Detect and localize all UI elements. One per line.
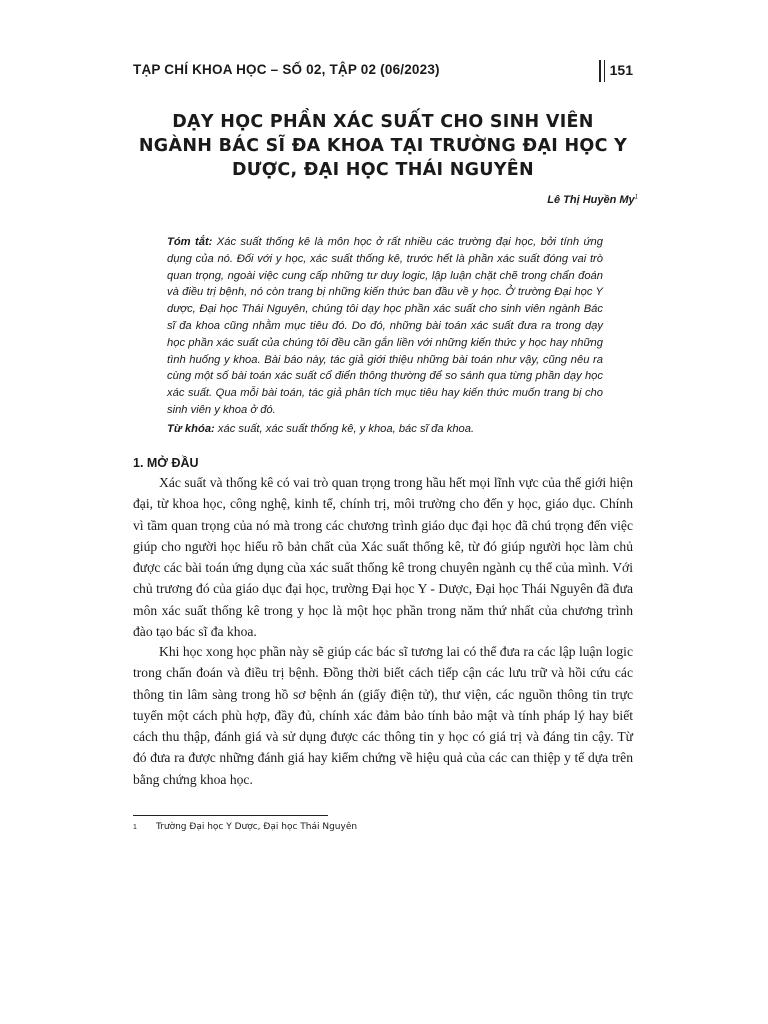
title-line-3: DƯỢC, ĐẠI HỌC THÁI NGUYÊN xyxy=(231,160,534,180)
title-line-1: DẠY HỌC PHẦN XÁC SUẤT CHO SINH VIÊN xyxy=(172,112,594,132)
author-affiliation-mark: 1 xyxy=(634,194,638,201)
author xyxy=(547,194,638,206)
footnote-text: Trường Đại học Y Dược, Đại học Thái Nguyên xyxy=(156,822,358,832)
keywords-text: xác suất, xác suất thống kê, y khoa, bác sĩ đa khoa. xyxy=(214,423,475,435)
keywords-label: Từ khóa: xyxy=(167,423,215,435)
body-paragraph-1 xyxy=(133,472,633,642)
paragraph-text: Khi học xong học phần này sẽ giúp các bác sĩ tương lai có thể đưa ra các lập luận logic trong chẩn đoán và điều trị bệnh. Đồng thời biết cách tiếp cận các lưu trữ và hồi cứu các thông tin lâm sàng trong hồ sơ bệnh án (giấy điện tử), thư viện, các nguồn thông tin trực tuyến một cách phù hợp, đầy đủ, chính xác đảm bảo tính bảo mật và tính pháp lý hay biết cách thu thập, đánh giá và sử dụng được các thông tin y học có giá trị và đáng tin cậy. Từ đó đưa ra được những đánh giá hay kiểm chứng về hiệu quả của các can thiệp y tế dựa trên bằng chứng khoa học. xyxy=(133,644,633,787)
abstract-text: Xác suất thống kê là môn học ở rất nhiều các trường đại học, bởi tính ứng dụng của nó. Đối với y học, xác suất thống kê, trước hết là phần xác suất đóng vai trò quan trọng, ngoài việc cung cấp những tư duy logic, lập luận chặt chẽ trong chẩn đoán và điều trị bệnh, nó còn trang bị những kiến thức ban đầu về y học. Ở trường Đại học Y dược, Đại học Thái Nguyên, chúng tôi dạy học phần xác suất cho sinh viên ngành Bác sĩ đa khoa cũng nhằm mục tiêu đó. Do đó, những bài toán xác suất đưa ra trong dạy học phần xác suất của chúng tôi đều cần gắn liền với những kiến thức y học hay những tình huống y khoa. Bài báo này, tác giả giới thiệu những bài toán như vậy, cũng nêu ra cùng một số bài toán xác suất cổ điển thông thường để so sánh qua từng phần dạy học xác suất. Qua mỗi bài toán, tác giả phân tích mục tiêu hay kiến thức muốn trang bị cho sinh viên y khoa ở đó. xyxy=(167,236,603,416)
author-name: Lê Thị Huyền My xyxy=(547,194,635,206)
running-header xyxy=(133,62,633,86)
abstract-label: Tóm tắt: xyxy=(167,236,213,248)
keywords xyxy=(167,421,603,437)
header-divider-thin xyxy=(604,60,605,82)
abstract xyxy=(167,234,603,419)
journal-name: TẠP CHÍ KHOA HỌC – SỐ 02, TẬP 02 (06/2023) xyxy=(133,62,440,77)
body-paragraph-2 xyxy=(133,641,633,790)
page-number: 151 xyxy=(609,62,633,78)
section-heading: 1. MỞ ĐẦU xyxy=(133,456,199,470)
paragraph-text: Xác suất và thống kê có vai trò quan trọng trong hầu hết mọi lĩnh vực của thế giới hiện đại, từ khoa học, công nghệ, kinh tế, chính trị, môi trường cho đến y học, giáo dục. Chính vì tầm quan trọng của nó mà trong các chương trình giáo dục đại học đã chú trọng đến việc giúp cho người học hiểu rõ bản chất của Xác suất thống kê, từ đó giúp người học làm chủ được các bài toán ứng dụng của xác suất thống kê trong chuyên ngành cụ thể của mình. Với chủ trương đó của giáo dục đại học, trường Đại học Y - Dược, Đại học Thái Nguyên đã đưa môn xác suất thống kê trong y học là một học phần trong năm thứ nhất của chương trình đào tạo bác sĩ đa khoa. xyxy=(133,475,633,640)
title-line-2: NGÀNH BÁC SĨ ĐA KHOA TẠI TRƯỜNG ĐẠI HỌC Y xyxy=(138,136,628,156)
footnote-separator xyxy=(133,815,328,816)
footnote-mark: 1 xyxy=(133,824,137,831)
article-title xyxy=(133,110,633,182)
header-divider xyxy=(599,60,601,82)
